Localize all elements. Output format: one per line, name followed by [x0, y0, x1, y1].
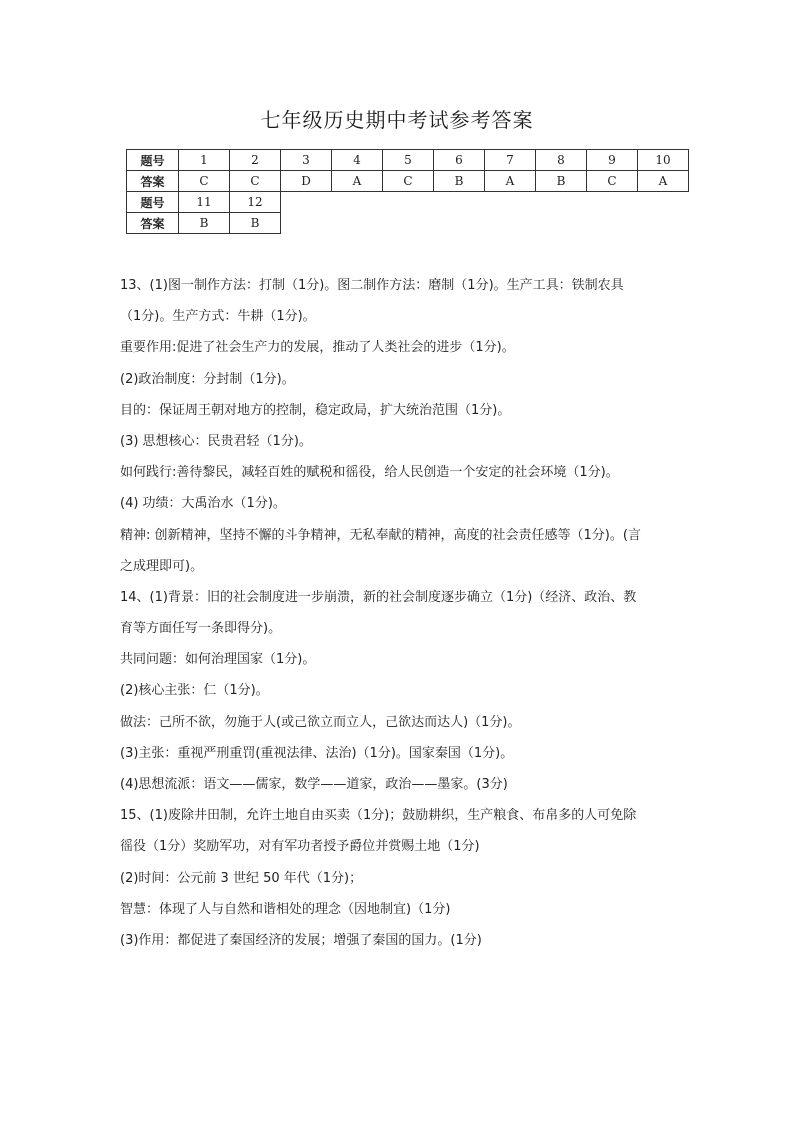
answer-line: 智慧：体现了人与自然和谐相处的理念（因地制宜)（1分) — [120, 901, 451, 917]
question-number-cell: 11 — [179, 192, 230, 213]
answer-line: (4)思想流派：语文——儒家，数学——道家，政治——墨家。(3分) — [120, 777, 508, 792]
row-header: 题号 — [127, 150, 179, 171]
answer-line: (3)作用：都促进了秦国经济的发展；增强了秦国的国力。(1分) — [120, 932, 482, 948]
answer-line: 如何践行:善待黎民，减轻百姓的赋税和徭役，给人民创造一个安定的社会环境（1分)。 — [120, 465, 619, 481]
empty-cell — [281, 192, 689, 213]
answer-cell: B — [434, 171, 485, 192]
answer-line: (4) 功绩：大禹治水（1分)。 — [120, 496, 286, 512]
answer-line: 精神: 创新精神，坚持不懈的斗争精神，无私奉献的精神，高度的社会责任感等（1分)。(言 — [120, 527, 641, 543]
answer-cell: A — [332, 171, 383, 192]
answer-line: 共同问题：如何治理国家（1分)。 — [120, 652, 316, 668]
answer-cell: A — [638, 171, 689, 192]
answer-line: 徭役（1分）奖励军功，对有军功者授予爵位并赏赐土地（1分) — [120, 839, 480, 855]
answer-line: (3) 思想核心：民贵君轻（1分)。 — [120, 433, 312, 449]
answer-line: (2)时间：公元前 3 世纪 50 年代（1分)； — [120, 870, 363, 886]
answer-line: 13、(1)图一制作方法：打制（1分)。图二制作方法：磨制（1分)。生产工具：铁制农具 — [120, 278, 624, 293]
answer-line: (3)主张：重视严刑重罚(重视法律、法治)（1分)。国家秦国（1分)。 — [120, 745, 514, 761]
question-number-cell: 8 — [536, 150, 587, 171]
question-number-cell: 9 — [587, 150, 638, 171]
answer-line: 15、(1)废除井田制，允许土地自由买卖（1分)；鼓励耕织，生产粮食、布帛多的人可免除 — [120, 808, 637, 824]
answer-line: (2)核心主张：仁（1分)。 — [120, 683, 269, 699]
answer-cell: D — [281, 171, 332, 192]
answer-line: （1分)。生产方式：牛耕（1分)。 — [120, 309, 316, 325]
answer-row — [127, 171, 689, 192]
answer-line: (2)政治制度：分封制（1分)。 — [120, 371, 295, 387]
answer-line: 做法：己所不欲，勿施于人(或己欲立而立人，己欲达而达人)（1分)。 — [120, 714, 521, 730]
answer-row — [127, 213, 689, 234]
row-header: 题号 — [127, 192, 179, 213]
answer-line: 育等方面任写一条即得分)。 — [120, 621, 282, 637]
question-number-row — [127, 192, 689, 213]
answer-cell: C — [587, 171, 638, 192]
row-header: 答案 — [127, 171, 179, 192]
question-number-cell: 5 — [383, 150, 434, 171]
question-number-row — [127, 150, 689, 171]
question-number-cell: 2 — [230, 150, 281, 171]
answer-line: 目的：保证周王朝对地方的控制，稳定政局，扩大统治范围（1分)。 — [120, 402, 511, 418]
answer-text-body — [120, 270, 680, 956]
question-number-cell: 1 — [179, 150, 230, 171]
answer-table — [126, 149, 689, 234]
page-title: 七年级历史期中考试参考答案 — [260, 108, 534, 132]
empty-cell — [281, 213, 689, 234]
question-number-cell: 7 — [485, 150, 536, 171]
answer-line: 重要作用:促进了社会生产力的发展，推动了人类社会的进步（1分)。 — [120, 340, 515, 356]
question-number-cell: 12 — [230, 192, 281, 213]
question-number-cell: 10 — [638, 150, 689, 171]
question-number-cell: 4 — [332, 150, 383, 171]
answer-cell: B — [230, 213, 281, 234]
answer-cell: B — [179, 213, 230, 234]
question-number-cell: 3 — [281, 150, 332, 171]
answer-cell: C — [179, 171, 230, 192]
answer-cell: A — [485, 171, 536, 192]
answer-cell: C — [230, 171, 281, 192]
question-number-cell: 6 — [434, 150, 485, 171]
answer-line: 14、(1)背景：旧的社会制度进一步崩溃，新的社会制度逐步确立（1分)（经济、政治、教 — [120, 589, 637, 605]
answer-line: 之成理即可)。 — [120, 558, 204, 574]
answer-cell: B — [536, 171, 587, 192]
answer-cell: C — [383, 171, 434, 192]
row-header: 答案 — [127, 213, 179, 234]
